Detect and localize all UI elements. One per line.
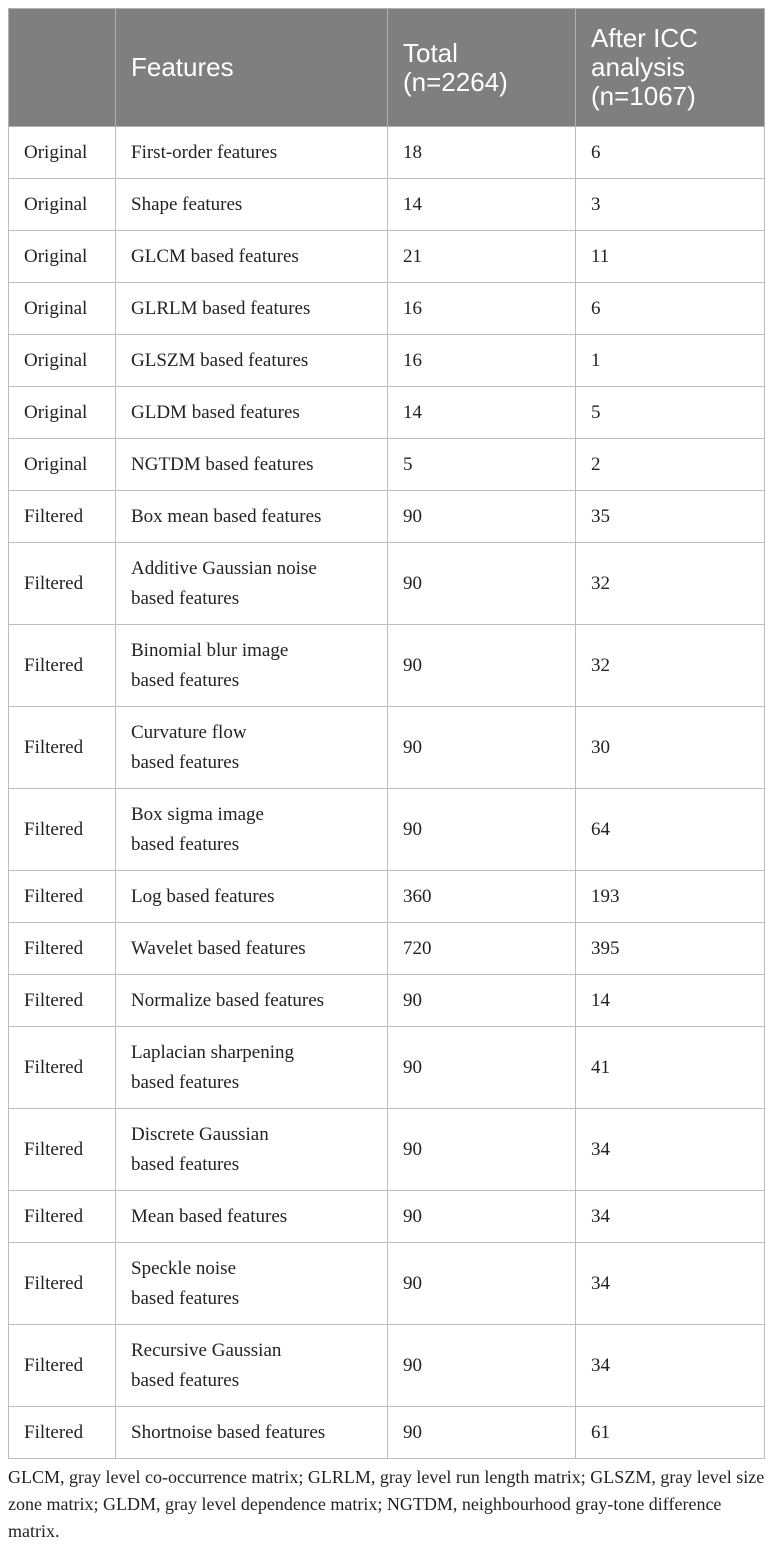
cell-total: 720 (388, 923, 576, 975)
table-body (9, 127, 765, 1459)
feature-line2: based features (131, 669, 240, 691)
cell-feature (116, 625, 388, 707)
table-header (9, 9, 765, 127)
cell-after-icc: 34 (576, 1243, 765, 1325)
cell-total: 90 (388, 707, 576, 789)
header-after-line2: analysis (591, 52, 685, 82)
feature-line1: Box sigma image (131, 803, 264, 825)
table-row (9, 491, 765, 543)
features-table (8, 8, 765, 1459)
cell-total: 90 (388, 625, 576, 707)
cell-after-icc: 6 (576, 127, 765, 179)
feature-line2: based features (131, 751, 240, 773)
feature-line1: GLCM based features (131, 245, 299, 267)
table-row (9, 625, 765, 707)
cell-feature (116, 1191, 388, 1243)
cell-total: 90 (388, 1109, 576, 1191)
cell-after-icc: 32 (576, 625, 765, 707)
cell-after-icc: 61 (576, 1407, 765, 1459)
feature-line1: NGTDM based features (131, 453, 314, 475)
cell-type: Original (9, 283, 116, 335)
cell-after-icc: 34 (576, 1109, 765, 1191)
feature-line2: based features (131, 1153, 240, 1175)
cell-total: 90 (388, 491, 576, 543)
header-total-line2: (n=2264) (403, 66, 508, 97)
table-row (9, 283, 765, 335)
cell-total: 5 (388, 439, 576, 491)
feature-line2: based features (131, 1287, 240, 1309)
feature-line1: GLSZM based features (131, 349, 309, 371)
feature-line1: Shape features (131, 193, 243, 215)
cell-type: Original (9, 179, 116, 231)
table-row (9, 923, 765, 975)
header-features: Features (116, 9, 388, 127)
feature-line1: Wavelet based features (131, 937, 306, 959)
cell-type: Filtered (9, 1407, 116, 1459)
cell-feature (116, 439, 388, 491)
header-after-icc (576, 9, 765, 127)
cell-type: Filtered (9, 1027, 116, 1109)
feature-line1: Recursive Gaussian (131, 1339, 282, 1361)
feature-line1: Binomial blur image (131, 639, 289, 661)
cell-feature (116, 707, 388, 789)
table-row (9, 975, 765, 1027)
feature-line1: Additive Gaussian noise (131, 557, 317, 579)
cell-feature (116, 543, 388, 625)
cell-after-icc: 2 (576, 439, 765, 491)
cell-feature (116, 127, 388, 179)
feature-line1: Log based features (131, 885, 275, 907)
table-row (9, 335, 765, 387)
feature-line1: Discrete Gaussian (131, 1123, 269, 1145)
cell-after-icc: 395 (576, 923, 765, 975)
cell-total: 90 (388, 1407, 576, 1459)
feature-line2: based features (131, 833, 240, 855)
cell-type: Filtered (9, 923, 116, 975)
cell-after-icc: 35 (576, 491, 765, 543)
feature-line1: Mean based features (131, 1205, 288, 1227)
cell-feature (116, 231, 388, 283)
feature-line1: GLRLM based features (131, 297, 311, 319)
cell-type: Filtered (9, 491, 116, 543)
cell-type: Filtered (9, 871, 116, 923)
feature-line1: Shortnoise based features (131, 1421, 326, 1443)
feature-line1: GLDM based features (131, 401, 300, 423)
cell-total: 90 (388, 1243, 576, 1325)
cell-total: 18 (388, 127, 576, 179)
cell-type: Original (9, 387, 116, 439)
table-row (9, 1243, 765, 1325)
cell-feature (116, 1407, 388, 1459)
table-footnote: GLCM, gray level co-occurrence matrix; GLRLM, gray level run length matrix; GLSZM, gray level size zone matrix; GLDM, gray level dependence matrix; NGTDM, neighbourhood gray-tone difference matrix. (8, 1467, 765, 1541)
cell-after-icc: 32 (576, 543, 765, 625)
cell-total: 90 (388, 1027, 576, 1109)
table-row (9, 127, 765, 179)
cell-feature (116, 789, 388, 871)
cell-type: Filtered (9, 1109, 116, 1191)
cell-after-icc: 3 (576, 179, 765, 231)
cell-total: 90 (388, 975, 576, 1027)
cell-after-icc: 193 (576, 871, 765, 923)
header-row (9, 9, 765, 127)
cell-after-icc: 11 (576, 231, 765, 283)
table-row (9, 707, 765, 789)
table-row (9, 387, 765, 439)
features-table-container (8, 8, 764, 1459)
feature-line1: First-order features (131, 141, 278, 163)
header-total (388, 9, 576, 127)
cell-feature (116, 1243, 388, 1325)
cell-feature (116, 871, 388, 923)
table-row (9, 179, 765, 231)
cell-type: Filtered (9, 1191, 116, 1243)
feature-line1: Box mean based features (131, 505, 322, 527)
cell-type: Original (9, 439, 116, 491)
cell-feature (116, 491, 388, 543)
cell-after-icc: 64 (576, 789, 765, 871)
feature-line1: Curvature flow (131, 721, 247, 743)
cell-type: Filtered (9, 789, 116, 871)
cell-type: Filtered (9, 975, 116, 1027)
table-row (9, 439, 765, 491)
cell-after-icc: 34 (576, 1325, 765, 1407)
cell-after-icc: 6 (576, 283, 765, 335)
cell-feature (116, 387, 388, 439)
cell-total: 14 (388, 179, 576, 231)
table-row (9, 543, 765, 625)
feature-line2: based features (131, 1071, 240, 1093)
cell-feature (116, 283, 388, 335)
feature-line1: Normalize based features (131, 989, 325, 1011)
cell-total: 90 (388, 1191, 576, 1243)
cell-after-icc: 34 (576, 1191, 765, 1243)
cell-after-icc: 5 (576, 387, 765, 439)
cell-total: 90 (388, 543, 576, 625)
cell-type: Original (9, 335, 116, 387)
table-row (9, 231, 765, 283)
header-type (9, 9, 116, 127)
cell-total: 14 (388, 387, 576, 439)
cell-type: Original (9, 127, 116, 179)
table-row (9, 1407, 765, 1459)
table-row (9, 789, 765, 871)
cell-total: 90 (388, 1325, 576, 1407)
table-row (9, 871, 765, 923)
cell-type: Filtered (9, 1325, 116, 1407)
header-total-line1: Total (403, 37, 458, 68)
table-row (9, 1027, 765, 1109)
cell-feature (116, 179, 388, 231)
cell-type: Filtered (9, 625, 116, 707)
cell-type: Original (9, 231, 116, 283)
header-after-line3: (n=1067) (591, 81, 696, 111)
cell-after-icc: 14 (576, 975, 765, 1027)
cell-total: 16 (388, 335, 576, 387)
feature-line1: Speckle noise (131, 1257, 237, 1279)
table-row (9, 1191, 765, 1243)
cell-feature (116, 1325, 388, 1407)
cell-feature (116, 335, 388, 387)
feature-line2: based features (131, 587, 240, 609)
cell-total: 16 (388, 283, 576, 335)
cell-after-icc: 30 (576, 707, 765, 789)
cell-total: 21 (388, 231, 576, 283)
feature-line1: Laplacian sharpening (131, 1041, 295, 1063)
header-after-line1: After ICC (591, 23, 698, 53)
cell-feature (116, 975, 388, 1027)
cell-feature (116, 1109, 388, 1191)
cell-feature (116, 1027, 388, 1109)
feature-line2: based features (131, 1369, 240, 1391)
cell-type: Filtered (9, 1243, 116, 1325)
cell-after-icc: 1 (576, 335, 765, 387)
cell-total: 90 (388, 789, 576, 871)
cell-after-icc: 41 (576, 1027, 765, 1109)
cell-type: Filtered (9, 707, 116, 789)
cell-type: Filtered (9, 543, 116, 625)
cell-total: 360 (388, 871, 576, 923)
table-row (9, 1109, 765, 1191)
table-row (9, 1325, 765, 1407)
cell-feature (116, 923, 388, 975)
